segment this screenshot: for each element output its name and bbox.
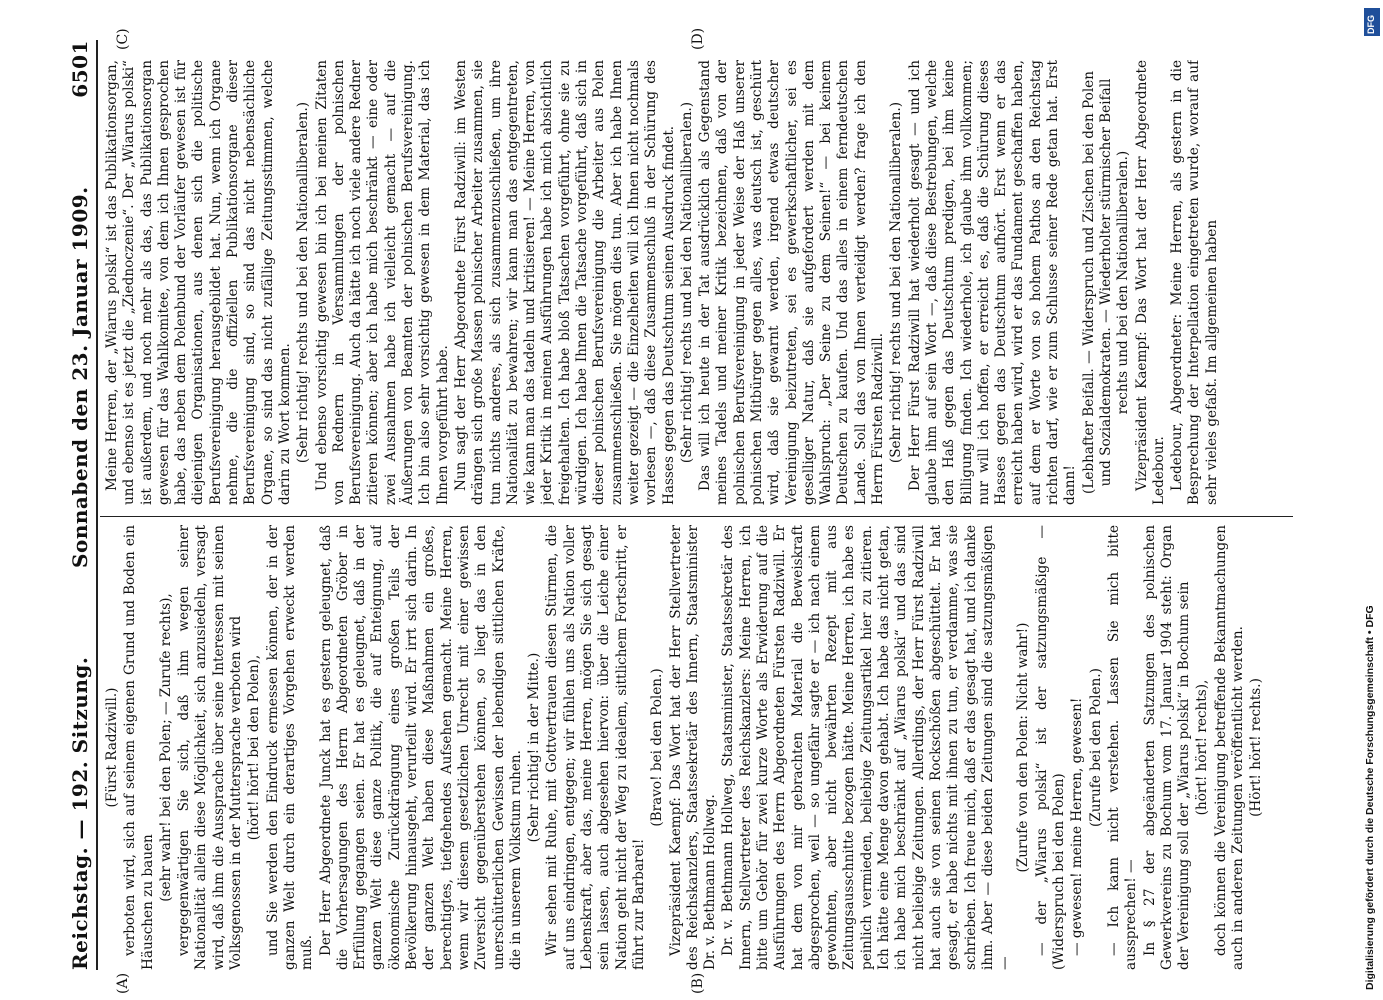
paragraph: (hört! hört! bei den Polen), bbox=[246, 654, 263, 841]
paragraph: (Sehr richtig! rechts und bei den Nationalliberalen.) bbox=[888, 101, 905, 464]
paragraph: In § 27 der abgeänderten Satzungen des polnischen Gewerkvereins zu Bochum vom 17. Januar 1904 steht: Organ der Vereinigung soll der „Wiarus polski“ in Bochum sein bbox=[1141, 525, 1193, 970]
dfg-logo-text: DFG bbox=[1366, 15, 1376, 34]
paragraph: Vizepräsident Kaempf: Das Wort hat der Herr Abgeordnete Ledebour. bbox=[1133, 60, 1167, 505]
paragraph: — gewesen! meine Herren, gewesen! bbox=[1069, 697, 1086, 956]
paragraph: (Sehr richtig! rechts und bei den Nationalliberalen.) bbox=[295, 101, 312, 464]
paragraph: Der Herr Abgeordnete Junck hat es gestern geleugnet, daß die Vorhersagungen des Herrn Abgeordneten Gröber in Erfüllung gegangen seien. Er hat es geleugnet, daß in der ganzen Welt diese ganze Politik, die auf Enteignung, auf ökonomische Zurückdrängung eines großen Teils der Bevölkerung hinausgeht, verurteilt wird. Er irrt sich darin. In der ganzen Welt haben diese Maßnahmen ein großes, berechtigtes, tiefgehendes Aufsehen gemacht. Meine Herren, wenn wir diesem gesetzlichen Unrecht mit einer gewissen Zuversicht gegenüberstehen können, so liegt das in den unerschütterlichen Gewissen der lebendigen sittlichen Kräfte, die in unserem Volkstum ruhen. bbox=[317, 525, 524, 970]
digitization-note-text: Digitalisierung gefördert durch die Deutsche Forschungsgemeinschaft • DFG bbox=[1364, 605, 1376, 990]
marker-a: (A) bbox=[115, 972, 131, 994]
header-left: Reichstag. — 192. Sitzung. bbox=[68, 656, 92, 970]
paragraph: — der „Wiarus polski“ ist der satzungsmäßige — (Widerspruch bei den Polen) bbox=[1033, 525, 1068, 970]
dfg-logo bbox=[1364, 8, 1380, 36]
right-column bbox=[104, 60, 1303, 505]
paragraph: (Fürst Radziwill.) bbox=[104, 687, 120, 808]
header-center: Sonnabend den 23. Januar 1909. bbox=[68, 186, 92, 568]
marker-c: (C) bbox=[115, 28, 131, 50]
paragraph: verboten wird, sich auf seinem eigenen Grund und Boden ein Häuschen zu bauen bbox=[122, 525, 156, 970]
paragraph: (Zurufe bei den Polen.) bbox=[1087, 668, 1104, 827]
digitization-note bbox=[1362, 230, 1378, 990]
marker-d: (D) bbox=[690, 27, 706, 50]
paragraph: Nun sagt der Herr Abgeordnete Fürst Radziwill: im Westen drängen sich große Massen polnischer Arbeiter zusammen, sie tun nichts anderes, als sich zusammenzuschließen, um ihre Nationalität zu bewahren; wir kann man das entgegentreten, wie kann man das tadeln und kritisieren! — Meine Herren, von jeder Kritik in meinen Ausführungen habe ich mich absichtlich freigehalten. Ich habe bloß Tatsachen vorgeführt, ohne sie zu würdigen. Ich habe Ihnen die Tatsache vorgeführt, daß sich in dieser polnischen Berufsvereinigung die Arbeiter aus Polen zusammenschließen. Sie mögen dies tun. Aber ich habe Ihnen weiter gezeigt — die Einzelheiten will ich Ihnen nicht nochmals vorlesen —, daß diese Zusammenschluß in der Schürung des Hasses gegen das Deutschtum seinen Ausdruck findet. bbox=[452, 60, 677, 505]
paragraph: Wir sehen mit Ruhe, mit Gottvertrauen diesen Stürmen, die auf uns eindringen, entgegen; wir fühlen uns als Nation voller Lebenskraft, aber das, meine Herren, mögen Sie sich gesagt sein lassen, auch abgesehen hiervon: über die Leiche einer Nation geht nicht der Weg zu idealem, sittlichem Fortschritt, er führt zur Barbarei! bbox=[544, 525, 647, 970]
column-divider bbox=[100, 516, 1293, 517]
paragraph: Das will ich heute in der Tat ausdrücklich als Gegenstand meines Tadels und meiner Kritik bezeichnen, daß von der polnischen Berufsvereinigung in jeder Weise der Haß unserer polnischen Mitbürger gegen alles, was deutsch ist, geschürt wird, daß sie gewarnt werden, irgend etwas deutscher Vereinigung beizutreten, sei es gewerkschaftlicher, sei es geselliger Natur, daß sie aufgefordert werden mit dem Wahlspruch: „Der Seine zu dem Seinen!“ — bei keinem Deutschen zu kaufen. Und das alles in einem ferndeutschen Lande. Soll das von Ihnen verteidigt werden? frage ich den Herrn Fürsten Radziwill. bbox=[697, 60, 887, 505]
header-rule bbox=[96, 40, 98, 970]
paragraph: Und ebenso vorsichtig gewesen bin ich bei meinen Zitaten von Rednern in Versammlungen der polnischen Berufsvereinigung. Auch da hätte ich noch viele andere Redner zitieren können; aber ich habe mich beschränkt — eine oder zwei Ausnahmen habe ich vielleicht gemacht — auf die Äußerungen von Beamten der polnischen Berufsvereinigung. Ich bin also sehr vorsichtig gewesen in dem Material, das ich Ihnen vorgeführt habe. bbox=[313, 60, 451, 505]
paragraph: Dr. v. Bethmann Hollweg, Staatsminister, Staatssekretär des Innern, Stellvertreter des Reichskanzlers: Meine Herren, ich bitte um Gehör für zwei kurze Worte als Erwiderung auf die Ausführungen des Herrn Abgeordneten Fürsten Radziwill. Er hat dem von mir gebrachten Material die Beweiskraft abgesprochen, weil — so ungefähr sagte er — ich nach einem gewohnten, aber nicht bewährten Rezept mit aus Zeitungsausschnitte bezogen hätte. Meine Herren, ich habe es peinlich vermieden, beliebige Zeitungsartikel hier zu zitieren. Ich hätte eine Menge davon gehabt. Ich habe das nicht getan, ich habe mich beschränkt auf „Wiarus polski“ und das sind nicht beliebige Zeitungen. Allerdings, der Herr Fürst Radziwill hat auch sie von seinen Rockschößen abgeschüttelt. Er hat gesagt, er habe nichts mit ihnen zu tun, er verdamme, was sie schrieben. Ich freue mich, daß er das gesagt hat, und ich danke ihm. Aber — diese beiden Zeitungen sind die satzungsmäßigen — bbox=[720, 525, 1014, 970]
page-header bbox=[62, 40, 92, 970]
paragraph: vergegenwärtigen Sie sich, daß ihm wegen seiner Nationalität allein diese Möglichkeit, sich anzusiedeln, versagt wird, daß ihm die Aussprache über seine Interessen mit seinen Volksgenossen in der Muttersprache verboten wird bbox=[176, 525, 245, 970]
paragraph: (Sehr richtig! rechts und bei den Nationalliberalen.) bbox=[678, 101, 695, 464]
paragraph: (Zurufe von den Polen: Nicht wahr!) bbox=[1015, 622, 1032, 873]
paragraph: (hört! hört! rechts), bbox=[1194, 679, 1211, 816]
paragraph: Ledebour, Abgeordneter: Meine Herren, als gestern in die Besprechung der Interpellation eingetreten wurde, worauf auf sehr vieles gefaßt. Im allgemeinen haben bbox=[1169, 60, 1220, 505]
paragraph: (Bravo! bei den Polen.) bbox=[649, 668, 666, 827]
paragraph: doch können die Vereinigung betreffende Bekanntmachungen auch in anderen Zeitungen veröffentlicht werden. bbox=[1212, 525, 1246, 970]
left-column bbox=[104, 525, 1303, 970]
marker-b: (B) bbox=[690, 972, 706, 994]
paragraph: Meine Herren, der „Wiarus polski“ ist das Publikationsorgan, und ebenso ist es jetzt die „Ziednoczenie“. Der „Wiarus polski“ ist außerdem, und noch mehr als das, das Publikationsorgan gewesen für das Wahlkomitee, von dem ich Ihnen gesprochen habe, das neben dem Polenbund der Vorläufer gewesen ist für diejenigen Organisationen, aus denen sich die politische Berufsvereinigung herausgebildet hat. Nun, wenn ich Organe nehme, die die offiziellen Publikationsorgane dieser Berufsvereinigung sind, so sind das nicht nebensächliche Organe, so sind das nicht zufällige Zeitungsstimmen, welche darin zu Wort kommen. bbox=[104, 60, 293, 505]
paragraph: (Lebhafter Beifall. — Widerspruch und Zischen bei den Polen und Sozialdemokraten. — Wiederholter stürmischer Beifall rechts und bei den Nationalliberalen.) bbox=[1080, 71, 1132, 494]
paragraph: Vizepräsident Kaempf: Das Wort hat der Herr Stellvertreter des Reichskanzlers, Staatssekretär des Innern, Staatsminister Dr. v. Bethmann Hollweg. bbox=[667, 525, 719, 970]
page-number: 6501 bbox=[68, 40, 92, 98]
paragraph: (Hört! hört! rechts.) bbox=[1248, 678, 1265, 817]
paragraph: (Sehr richtig! in der Mitte.) bbox=[526, 652, 543, 843]
paragraph: (sehr wahr! bei den Polen; — Zurufe rechts), bbox=[157, 593, 174, 902]
paragraph: — Ich kann nicht verstehen. Lassen Sie mich bitte aussprechen! — bbox=[1105, 525, 1140, 970]
paragraph: und Sie werden den Eindruck ermessen können, der in der ganzen Welt durch ein derartiges Vorgehen erweckt werden muß. bbox=[264, 525, 316, 970]
paragraph: Der Herr Fürst Radziwill hat wiederholt gesagt — und ich glaube ihm auf sein Wort —, daß diese Bestrebungen, welche den Haß gegen das Deutschtum predigen, bei ihm keine Billigung finden. Ich wiederhole, ich glaube ihm vollkommen; nur will ich hoffen, er erreicht es, daß die Schürung dieses Hasses gegen das Deutschtum aufhört. Erst wenn er das erreicht haben wird, wird er das Fundament geschaffen haben, auf dem er Worte von so hohem Pathos an den Reichstag richten darf, wie er zum Schlusse seiner Rede getan hat. Erst dann! bbox=[906, 60, 1079, 505]
